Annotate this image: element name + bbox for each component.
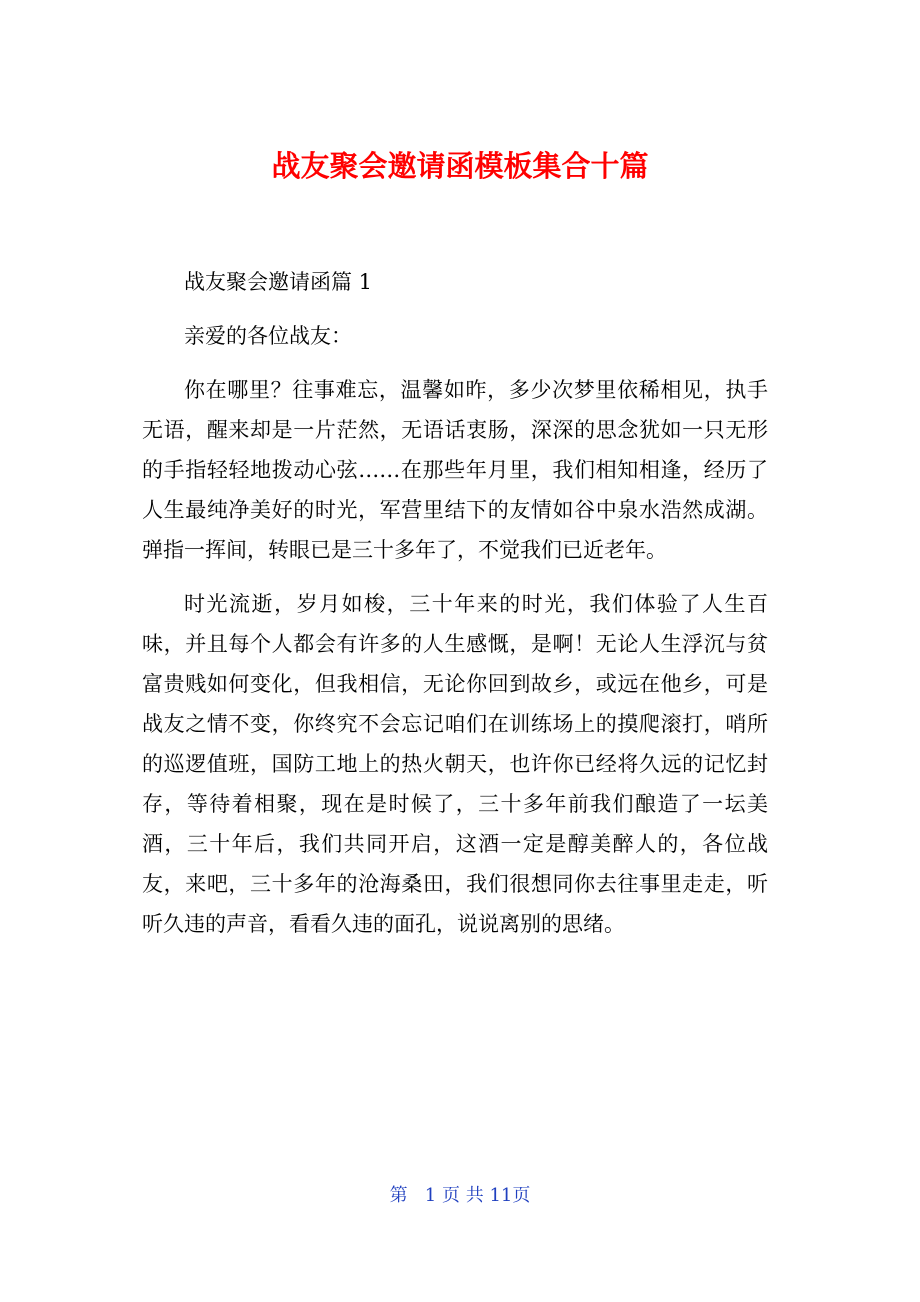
footer-suffix: 页	[512, 1185, 531, 1206]
document-body	[142, 262, 768, 958]
footer-middle: 页 共	[441, 1185, 484, 1206]
body-paragraph: 你在哪里？往事难忘，温馨如昨，多少次梦里依稀相见，执手无语，醒来却是一片茫然，无语话衷肠，深深的思念犹如一只无形的手指轻轻地拨动心弦……在那些年月里，我们相知相逢，经历了人生最纯净美好的时光，军营里结下的友情如谷中泉水浩然成湖。弹指一挥间，转眼已是三十多年了，不觉我们已近老年。	[142, 378, 768, 562]
document-title: 战友聚会邀请函模板集合十篇	[271, 149, 649, 183]
salutation: 亲爱的各位战友：	[184, 324, 352, 348]
page-number-footer	[0, 1182, 920, 1210]
total-page-count: 11	[489, 1185, 513, 1206]
footer-prefix: 第	[389, 1185, 408, 1206]
current-page-number: 1	[424, 1185, 437, 1206]
body-paragraph: 时光流逝，岁月如梭，三十年来的时光，我们体验了人生百味，并且每个人都会有许多的人生感慨，是啊！无论人生浮沉与贫富贵贱如何变化，但我相信，无论你回到故乡，或远在他乡，可是战友之情不变，你终究不会忘记咱们在训练场上的摸爬滚打，哨所的巡逻值班，国防工地上的热火朝天，也许你已经将久远的记忆封存，等待着相聚，现在是时候了，三十多年前我们酿造了一坛美酒，三十年后，我们共同开启，这酒一定是醇美醉人的，各位战友，来吧，三十多年的沧海桑田，我们很想同你去往事里走走，听听久违的声音，看看久违的面孔，说说离别的思绪。	[142, 592, 768, 936]
section-heading: 战友聚会邀请函篇 1	[184, 270, 373, 294]
